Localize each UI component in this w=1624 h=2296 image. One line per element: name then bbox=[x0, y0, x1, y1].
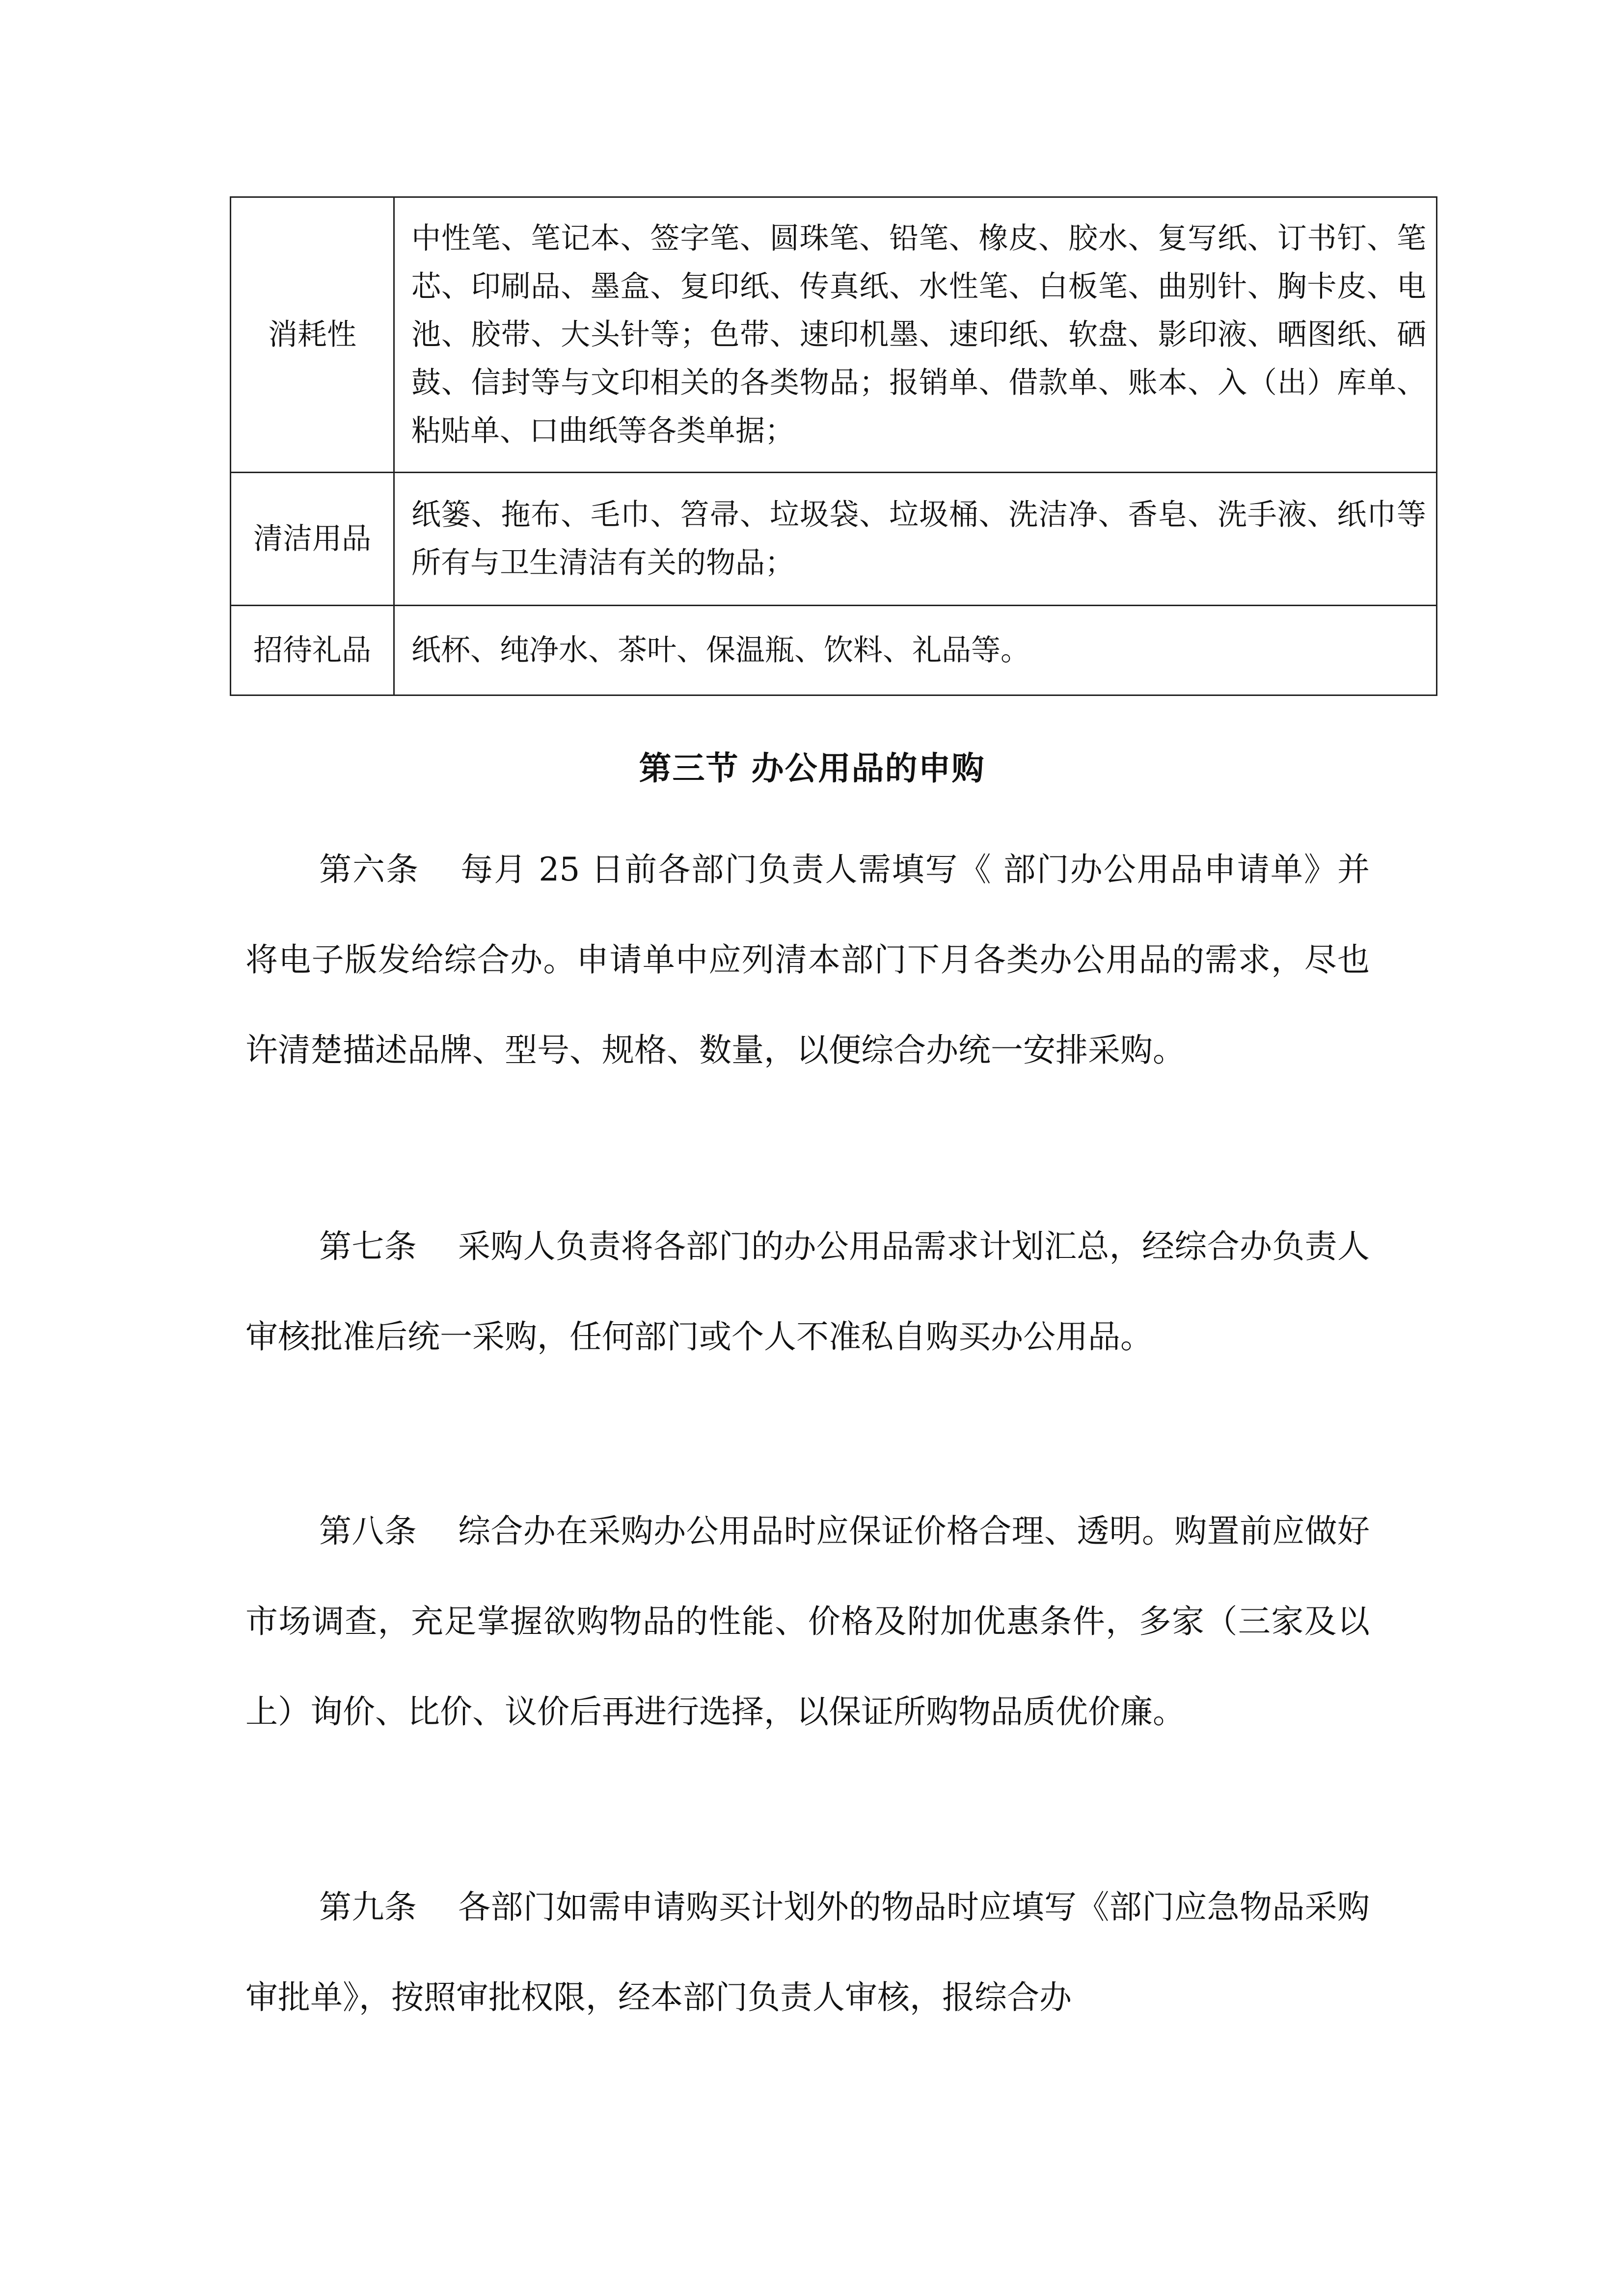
items-cell: 纸杯、纯净水、茶叶、保温瓶、饮料、礼品等。 bbox=[394, 606, 1437, 695]
article-label: 第六条 bbox=[319, 851, 420, 888]
article-paragraph bbox=[245, 1862, 1370, 2043]
items-cell: 中性笔、笔记本、签字笔、圆珠笔、铅笔、橡皮、胶水、复写纸、订书钉、笔芯、印刷品、墨盒、复印纸、传真纸、水性笔、白板笔、曲别针、胸卡皮、电池、胶带、大头针等；色带、速印机墨、速印纸、软盘、影印液、晒图纸、硒鼓、信封等与文印相关的各类物品；报销单、借款单、账本、入（出）库单、粘贴单、口曲纸等各类单据； bbox=[394, 197, 1437, 473]
article-text: 采购人负责将各部门的办公用品需求计划汇总，经综合办负责人审核批准后统一采购，任何部门或个人不准私自购买办公用品。 bbox=[245, 1228, 1370, 1356]
article-label: 第八条 bbox=[319, 1512, 417, 1550]
article-text: 综合办在采购办公用品时应保证价格合理、透明。购置前应做好市场调查，充足掌握欲购物品的性能、价格及附加优惠条件，多家（三家及以上）询价、比价、议价后再进行选择，以保证所购物品质优价廉。 bbox=[245, 1512, 1370, 1731]
article-text: 每月 25 日前各部门负责人需填写《 部门办公用品申请单》并将电子版发给综合办。申请单中应列清本部门下月各类办公用品的需求，尽也许清楚描述品牌、型号、规格、数量，以便综合办统一安排采购。 bbox=[245, 851, 1370, 1069]
article-text: 各部门如需申请购买计划外的物品时应填写《部门应急物品采购审批单》，按照审批权限，经本部门负责人审核，报综合办 bbox=[245, 1888, 1370, 2016]
article-paragraph bbox=[245, 825, 1370, 1095]
table-row bbox=[231, 473, 1437, 606]
article-label: 第七条 bbox=[319, 1228, 417, 1265]
items-cell: 纸篓、拖布、毛巾、笤帚、垃圾袋、垃圾桶、洗洁净、香皂、洗手液、纸巾等所有与卫生清洁有关的物品； bbox=[394, 473, 1437, 606]
office-supplies-category-table bbox=[230, 196, 1437, 696]
category-cell: 招待礼品 bbox=[231, 606, 394, 695]
category-cell: 消耗性 bbox=[231, 197, 394, 473]
section-heading: 第三节 办公用品的申购 bbox=[639, 749, 985, 787]
table-row bbox=[231, 197, 1437, 473]
article-label: 第九条 bbox=[319, 1888, 417, 1926]
article-paragraph bbox=[245, 1486, 1370, 1757]
article-paragraph bbox=[245, 1201, 1370, 1382]
table-row bbox=[231, 606, 1437, 695]
category-cell: 清洁用品 bbox=[231, 473, 394, 606]
